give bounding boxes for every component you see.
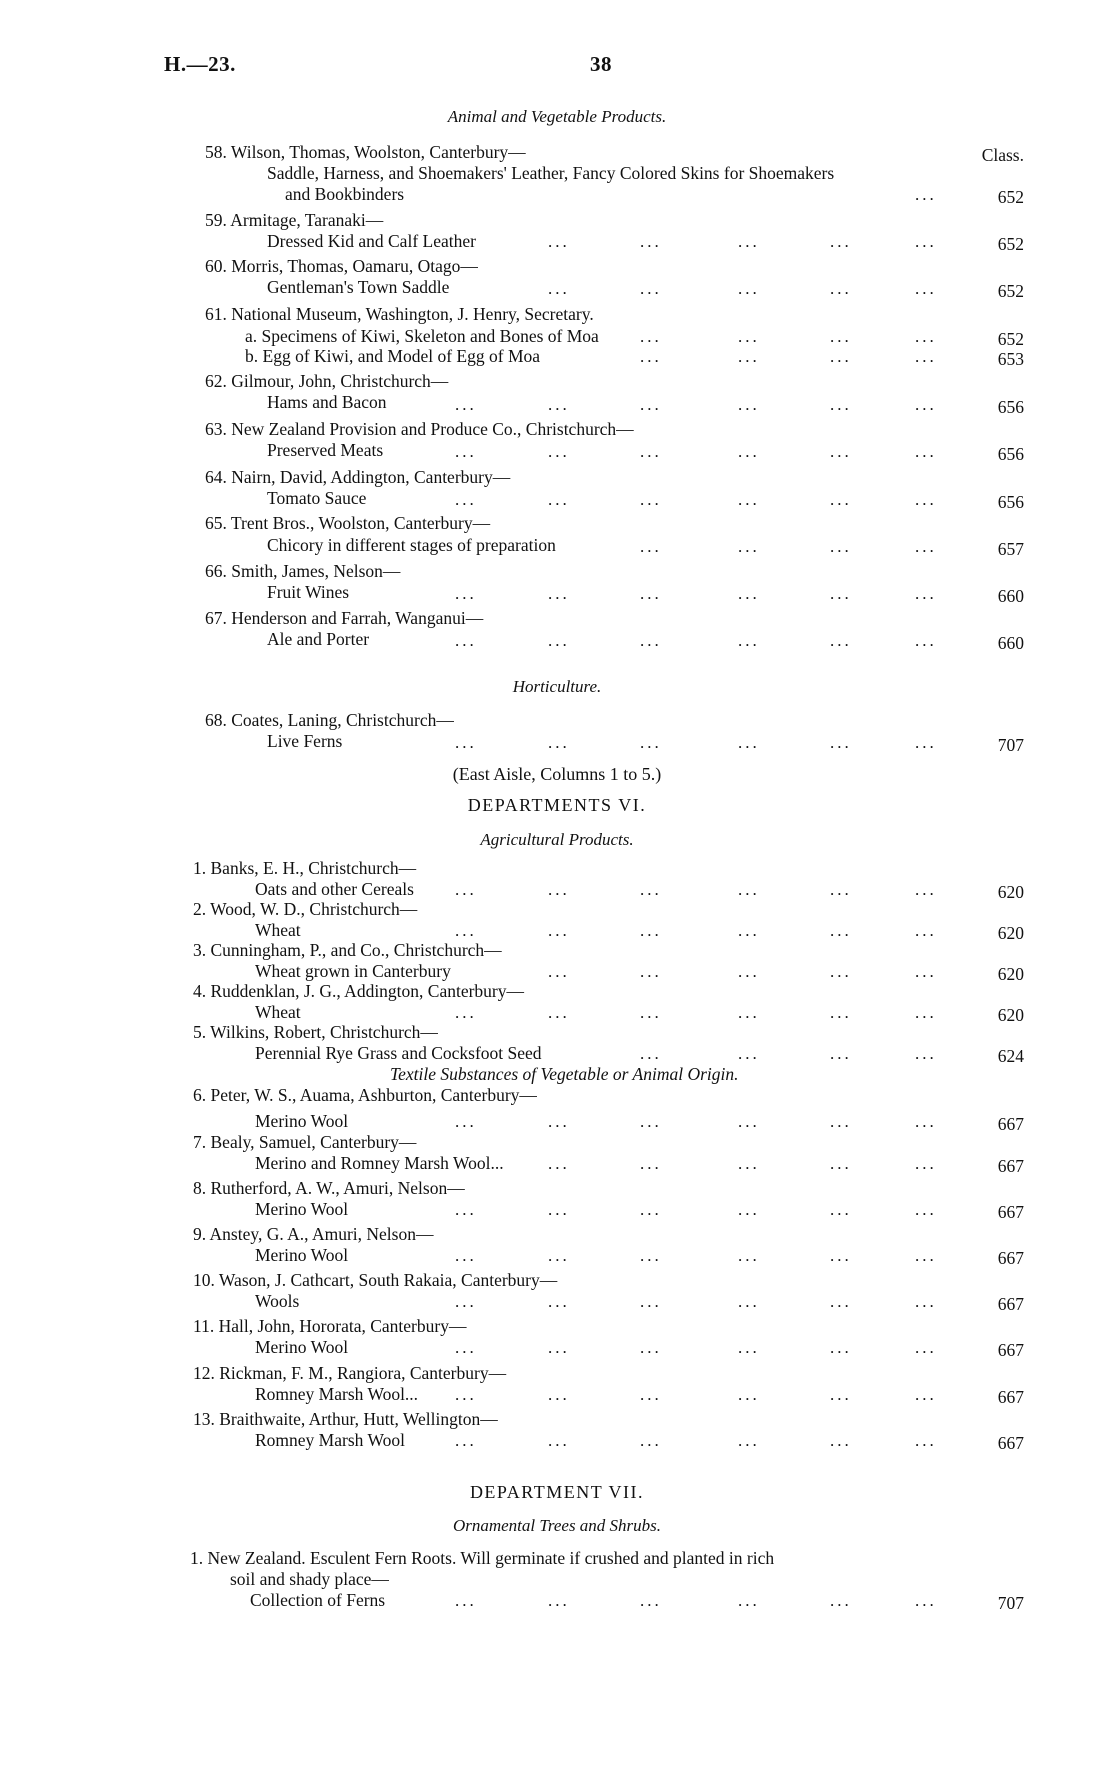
- leader-dot: ...: [830, 1003, 852, 1022]
- leader-dot: ...: [915, 1154, 937, 1173]
- section-textile: Textile Substances of Vegetable or Animal Origin.: [390, 1064, 739, 1084]
- entry-66-exhibitor: 66. Smith, James, Nelson—: [205, 561, 401, 581]
- d13-item: Romney Marsh Wool: [255, 1430, 405, 1450]
- leader-dot: ...: [455, 490, 477, 509]
- leader-dot: ...: [455, 631, 477, 650]
- leader-dot: ...: [738, 631, 760, 650]
- entry-62-exhibitor: 62. Gilmour, John, Christchurch—: [205, 371, 449, 391]
- entry-61-class-b: 653: [997, 349, 1024, 369]
- entry-64-item: Tomato Sauce: [267, 488, 367, 508]
- leader-dot: ...: [640, 490, 662, 509]
- page-number: 38: [590, 52, 612, 76]
- leader-dot: ...: [455, 921, 477, 940]
- leader-dot: ...: [738, 962, 760, 981]
- leader-dot: ...: [640, 347, 662, 366]
- leader-dot: ...: [455, 1003, 477, 1022]
- leader-dot: ...: [830, 537, 852, 556]
- leader-dot: ...: [915, 1246, 937, 1265]
- o1-item: Collection of Ferns: [250, 1590, 386, 1610]
- leader-dot: ...: [915, 395, 937, 414]
- d4-exhibitor: 4. Ruddenklan, J. G., Addington, Canterbury—: [193, 981, 525, 1001]
- section-agricultural-products: Agricultural Products.: [480, 830, 634, 849]
- d3-class: 620: [997, 964, 1024, 984]
- entry-58-class: 652: [997, 187, 1024, 207]
- leader-dot: ...: [548, 1338, 570, 1357]
- entry-58-item: Saddle, Harness, and Shoemakers' Leather, Fancy Colored Skins for Shoemakers: [267, 163, 835, 183]
- leader-dot: ...: [640, 537, 662, 556]
- d4-class: 620: [997, 1005, 1024, 1025]
- leader-dot: ...: [455, 395, 477, 414]
- d5-class: 624: [997, 1046, 1024, 1066]
- leader-dot: ...: [548, 1112, 570, 1131]
- leader-dot: ...: [915, 584, 937, 603]
- leader-dot: ...: [548, 395, 570, 414]
- leader-dot: ...: [915, 185, 937, 204]
- leader-dot: ...: [915, 490, 937, 509]
- d12-item: Romney Marsh Wool...: [255, 1384, 419, 1404]
- leader-dot: ...: [738, 232, 760, 251]
- leader-dot: ...: [915, 1431, 937, 1450]
- d8-item: Merino Wool: [255, 1199, 349, 1219]
- leader-dot: ...: [830, 584, 852, 603]
- leader-dot: ...: [830, 279, 852, 298]
- leader-dot: ...: [738, 395, 760, 414]
- leader-dot: ...: [738, 921, 760, 940]
- leader-dot: ...: [548, 1292, 570, 1311]
- leader-dot: ...: [738, 537, 760, 556]
- leader-dot: ...: [738, 1246, 760, 1265]
- east-aisle-note: (East Aisle, Columns 1 to 5.): [452, 764, 662, 784]
- d5-exhibitor: 5. Wilkins, Robert, Christchurch—: [193, 1022, 438, 1042]
- leader-dot: ...: [640, 1292, 662, 1311]
- leader-dot: ...: [915, 1003, 937, 1022]
- leader-dot: ...: [915, 347, 937, 366]
- class-column-header: Class.: [981, 145, 1024, 165]
- leader-dot: ...: [640, 1385, 662, 1404]
- entry-59-exhibitor: 59. Armitage, Taranaki—: [205, 210, 384, 230]
- leader-dot: ...: [548, 1591, 570, 1610]
- d3-exhibitor: 3. Cunningham, P., and Co., Christchurch—: [193, 940, 502, 960]
- d9-item: Merino Wool: [255, 1245, 349, 1265]
- entry-68-exhibitor: 68. Coates, Laning, Christchurch—: [205, 710, 454, 730]
- leader-dot: ...: [640, 733, 662, 752]
- leader-dot: ...: [640, 1591, 662, 1610]
- entry-58-exhibitor: 58. Wilson, Thomas, Woolston, Canterbury—: [205, 142, 526, 162]
- d7-class: 667: [997, 1156, 1024, 1176]
- entry-60-item: Gentleman's Town Saddle: [267, 277, 450, 297]
- section-animal-vegetable: Animal and Vegetable Products.: [447, 107, 667, 126]
- leader-dot: ...: [738, 1044, 760, 1063]
- entry-61-item-a: a. Specimens of Kiwi, Skeleton and Bones of Moa: [245, 326, 599, 346]
- leader-dot: ...: [915, 1338, 937, 1357]
- leader-dot: ...: [738, 1003, 760, 1022]
- entry-59-item: Dressed Kid and Calf Leather: [267, 231, 476, 251]
- leader-dot: ...: [915, 1292, 937, 1311]
- d1-item: Oats and other Cereals: [255, 879, 414, 899]
- leader-dot: ...: [640, 1246, 662, 1265]
- d1-class: 620: [997, 882, 1024, 902]
- leader-dot: ...: [548, 880, 570, 899]
- entry-66-item: Fruit Wines: [267, 582, 350, 602]
- leader-dot: ...: [830, 1246, 852, 1265]
- leader-dot: ...: [548, 921, 570, 940]
- leader-dot: ...: [738, 1112, 760, 1131]
- leader-dot: ...: [738, 1385, 760, 1404]
- leader-dot: ...: [738, 1154, 760, 1173]
- leader-dot: ...: [738, 733, 760, 752]
- d6-exhibitor: 6. Peter, W. S., Auama, Ashburton, Canterbury—: [193, 1085, 537, 1105]
- entry-68-class: 707: [997, 735, 1024, 755]
- leader-dot: ...: [830, 347, 852, 366]
- leader-dot: ...: [915, 733, 937, 752]
- leader-dot: ...: [640, 442, 662, 461]
- leader-dot: ...: [830, 1044, 852, 1063]
- entry-68-item: Live Ferns: [267, 731, 343, 751]
- leader-dot: ...: [830, 395, 852, 414]
- leader-dot: ...: [548, 631, 570, 650]
- leader-dot: ...: [915, 1591, 937, 1610]
- document-code: H.—23.: [164, 52, 236, 76]
- d9-exhibitor: 9. Anstey, G. A., Amuri, Nelson—: [193, 1224, 434, 1244]
- d1-exhibitor: 1. Banks, E. H., Christchurch—: [193, 858, 417, 878]
- o1-class: 707: [997, 1593, 1024, 1613]
- leader-dot: ...: [548, 733, 570, 752]
- d11-exhibitor: 11. Hall, John, Hororata, Canterbury—: [193, 1316, 467, 1336]
- leader-dot: ...: [738, 279, 760, 298]
- d9-class: 667: [997, 1248, 1024, 1268]
- leader-dot: ...: [455, 1591, 477, 1610]
- leader-dot: ...: [455, 442, 477, 461]
- entry-63-class: 656: [997, 444, 1024, 464]
- leader-dot: ...: [915, 537, 937, 556]
- leader-dot: ...: [830, 1154, 852, 1173]
- leader-dot: ...: [548, 1154, 570, 1173]
- d7-item: Merino and Romney Marsh Wool...: [255, 1153, 504, 1173]
- leader-dot: ...: [738, 584, 760, 603]
- entry-64-class: 656: [997, 492, 1024, 512]
- entry-58-item-cont: and Bookbinders: [285, 184, 405, 204]
- d2-class: 620: [997, 923, 1024, 943]
- d6-class: 667: [997, 1114, 1024, 1134]
- leader-dot: ...: [915, 1200, 937, 1219]
- leader-dot: ...: [640, 232, 662, 251]
- leader-dot: ...: [640, 921, 662, 940]
- leader-dot: ...: [640, 327, 662, 346]
- leader-dot: ...: [915, 1112, 937, 1131]
- leader-dot: ...: [455, 1292, 477, 1311]
- d6-item: Merino Wool: [255, 1111, 349, 1131]
- entry-67-item: Ale and Porter: [267, 629, 370, 649]
- entry-67-exhibitor: 67. Henderson and Farrah, Wanganui—: [205, 608, 484, 628]
- leader-dot: ...: [738, 347, 760, 366]
- leader-dot: ...: [640, 279, 662, 298]
- d10-exhibitor: 10. Wason, J. Cathcart, South Rakaia, Canterbury—: [193, 1270, 558, 1290]
- leader-dot: ...: [640, 584, 662, 603]
- leader-dot: ...: [640, 631, 662, 650]
- leader-dot: ...: [830, 327, 852, 346]
- leader-dot: ...: [915, 442, 937, 461]
- d12-exhibitor: 12. Rickman, F. M., Rangiora, Canterbury—: [193, 1363, 507, 1383]
- leader-dot: ...: [830, 1292, 852, 1311]
- leader-dot: ...: [455, 1385, 477, 1404]
- leader-dot: ...: [548, 490, 570, 509]
- leader-dot: ...: [640, 880, 662, 899]
- o1-item-cont: soil and shady place—: [230, 1569, 389, 1589]
- entry-65-class: 657: [997, 539, 1024, 559]
- entry-60-class: 652: [997, 281, 1024, 301]
- leader-dot: ...: [455, 1200, 477, 1219]
- section-horticulture: Horticulture.: [512, 677, 602, 696]
- d5-item: Perennial Rye Grass and Cocksfoot Seed: [255, 1043, 542, 1063]
- entry-64-exhibitor: 64. Nairn, David, Addington, Canterbury—: [205, 467, 511, 487]
- leader-dot: ...: [455, 1431, 477, 1450]
- leader-dot: ...: [455, 733, 477, 752]
- entry-62-class: 656: [997, 397, 1024, 417]
- leader-dot: ...: [738, 1200, 760, 1219]
- leader-dot: ...: [830, 1431, 852, 1450]
- leader-dot: ...: [548, 1431, 570, 1450]
- leader-dot: ...: [455, 1112, 477, 1131]
- d11-item: Merino Wool: [255, 1337, 349, 1357]
- entry-66-class: 660: [997, 586, 1024, 606]
- leader-dot: ...: [738, 1431, 760, 1450]
- leader-dot: ...: [738, 880, 760, 899]
- leader-dot: ...: [548, 232, 570, 251]
- leader-dot: ...: [830, 880, 852, 899]
- d8-class: 667: [997, 1202, 1024, 1222]
- department-6-heading: DEPARTMENTS VI.: [467, 795, 647, 815]
- leader-dot: ...: [830, 490, 852, 509]
- leader-dot: ...: [830, 733, 852, 752]
- entry-65-exhibitor: 65. Trent Bros., Woolston, Canterbury—: [205, 513, 491, 533]
- leader-dot: ...: [915, 232, 937, 251]
- entry-61-exhibitor: 61. National Museum, Washington, J. Henry, Secretary.: [205, 304, 594, 324]
- o1-exhibitor: 1. New Zealand. Esculent Fern Roots. Will germinate if crushed and planted in rich: [190, 1548, 775, 1568]
- d12-class: 667: [997, 1387, 1024, 1407]
- leader-dot: ...: [915, 921, 937, 940]
- leader-dot: ...: [915, 327, 937, 346]
- d10-class: 667: [997, 1294, 1024, 1314]
- leader-dot: ...: [640, 962, 662, 981]
- leader-dot: ...: [548, 1246, 570, 1265]
- leader-dot: ...: [830, 232, 852, 251]
- d4-item: Wheat: [255, 1002, 301, 1022]
- leader-dot: ...: [548, 584, 570, 603]
- entry-60-exhibitor: 60. Morris, Thomas, Oamaru, Otago—: [205, 256, 478, 276]
- leader-dot: ...: [640, 1003, 662, 1022]
- leader-dot: ...: [830, 1385, 852, 1404]
- leader-dot: ...: [738, 442, 760, 461]
- d3-item: Wheat grown in Canterbury: [255, 961, 451, 981]
- d10-item: Wools: [255, 1291, 300, 1311]
- leader-dot: ...: [640, 1431, 662, 1450]
- leader-dot: ...: [830, 1200, 852, 1219]
- entry-61-item-b: b. Egg of Kiwi, and Model of Egg of Moa: [245, 346, 541, 366]
- leader-dot: ...: [548, 962, 570, 981]
- leader-dot: ...: [455, 1338, 477, 1357]
- d13-class: 667: [997, 1433, 1024, 1453]
- leader-dot: ...: [548, 1200, 570, 1219]
- leader-dot: ...: [455, 1246, 477, 1265]
- entry-65-item: Chicory in different stages of preparation: [267, 535, 556, 555]
- leader-dot: ...: [915, 1044, 937, 1063]
- d7-exhibitor: 7. Bealy, Samuel, Canterbury—: [193, 1132, 417, 1152]
- department-7-heading: DEPARTMENT VII.: [469, 1482, 645, 1502]
- entry-61-class-a: 652: [997, 329, 1024, 349]
- leader-dot: ...: [830, 921, 852, 940]
- d11-class: 667: [997, 1340, 1024, 1360]
- d8-exhibitor: 8. Rutherford, A. W., Amuri, Nelson—: [193, 1178, 465, 1198]
- leader-dot: ...: [548, 279, 570, 298]
- leader-dot: ...: [738, 1292, 760, 1311]
- d13-exhibitor: 13. Braithwaite, Arthur, Hutt, Wellington—: [193, 1409, 498, 1429]
- leader-dot: ...: [640, 1044, 662, 1063]
- leader-dot: ...: [830, 962, 852, 981]
- section-ornamental: Ornamental Trees and Shrubs.: [452, 1516, 662, 1535]
- leader-dot: ...: [830, 631, 852, 650]
- leader-dot: ...: [640, 1338, 662, 1357]
- leader-dot: ...: [738, 327, 760, 346]
- leader-dot: ...: [915, 880, 937, 899]
- entry-63-exhibitor: 63. New Zealand Provision and Produce Co., Christchurch—: [205, 419, 634, 439]
- entry-67-class: 660: [997, 633, 1024, 653]
- leader-dot: ...: [830, 1338, 852, 1357]
- entry-62-item: Hams and Bacon: [267, 392, 387, 412]
- leader-dot: ...: [640, 1154, 662, 1173]
- leader-dot: ...: [830, 1591, 852, 1610]
- leader-dot: ...: [915, 631, 937, 650]
- leader-dot: ...: [738, 1338, 760, 1357]
- entry-59-class: 652: [997, 234, 1024, 254]
- leader-dot: ...: [455, 584, 477, 603]
- leader-dot: ...: [640, 1112, 662, 1131]
- leader-dot: ...: [915, 962, 937, 981]
- d2-item: Wheat: [255, 920, 301, 940]
- leader-dot: ...: [830, 1112, 852, 1131]
- leader-dot: ...: [738, 1591, 760, 1610]
- leader-dot: ...: [830, 442, 852, 461]
- entry-63-item: Preserved Meats: [267, 440, 384, 460]
- leader-dot: ...: [548, 1385, 570, 1404]
- leader-dot: ...: [738, 490, 760, 509]
- d2-exhibitor: 2. Wood, W. D., Christchurch—: [193, 899, 418, 919]
- leader-dot: ...: [455, 880, 477, 899]
- leader-dot: ...: [915, 279, 937, 298]
- leader-dot: ...: [640, 1200, 662, 1219]
- leader-dot: ...: [915, 1385, 937, 1404]
- leader-dot: ...: [640, 395, 662, 414]
- leader-dot: ...: [548, 1003, 570, 1022]
- leader-dot: ...: [548, 442, 570, 461]
